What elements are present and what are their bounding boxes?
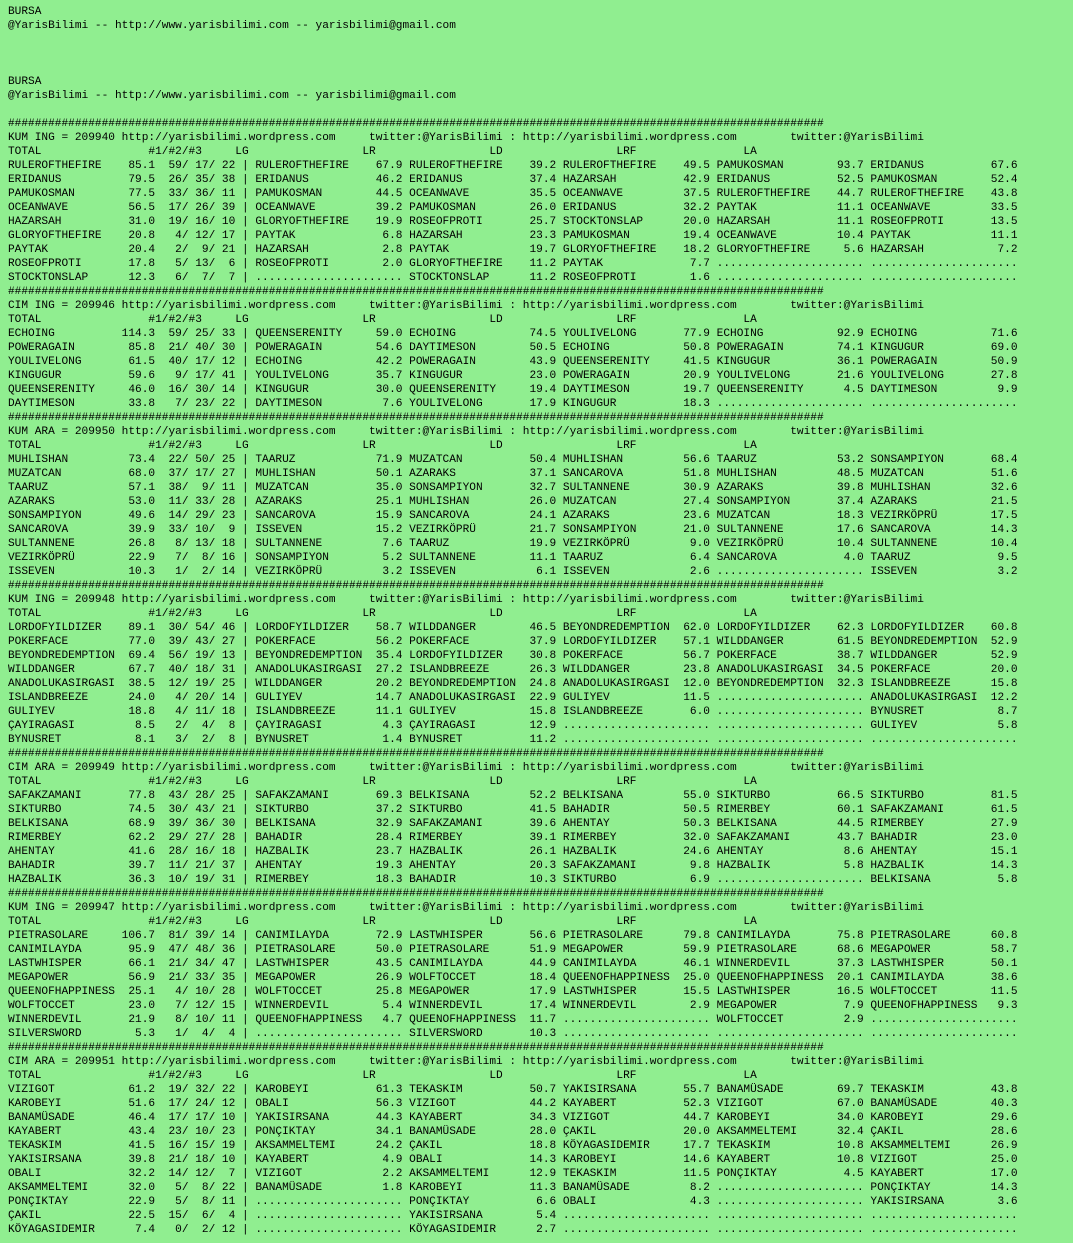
section-divider: ########################################################################################################################## bbox=[8, 580, 824, 592]
table-row: MUZATCAN 68.0 37/ 17/ 27 | MUHLISHAN 50.1 AZARAKS 37.1 SANCAROVA 51.8 MUHLISHAN 48.5 MUZATCAN 51.6 bbox=[8, 468, 1018, 480]
table-row: WOLFTOCCET 23.0 7/ 12/ 15 | WINNERDEVIL 5.4 WINNERDEVIL 17.4 WINNERDEVIL 2.9 MEGAPOWER 7.9 QUEENOFHAPPINESS 9.3 bbox=[8, 1000, 1018, 1012]
race-header: KUM ING = 209947 http://yarisbilimi.wordpress.com twitter:@YarisBilimi : http://yarisbilimi.wordpress.com twitter:@YarisBilimi bbox=[8, 902, 924, 914]
table-row: SULTANNENE 26.8 8/ 13/ 18 | SULTANNENE 7.6 TAARUZ 19.9 VEZIRKÖPRÜ 9.0 VEZIRKÖPRÜ 10.4 SULTANNENE 10.4 bbox=[8, 538, 1018, 550]
table-row: KAYABERT 43.4 23/ 10/ 23 | PONÇIKTAY 34.1 BANAMÜSADE 28.0 ÇAKIL 20.0 AKSAMMELTEMI 32.4 ÇAKIL 28.6 bbox=[8, 1126, 1018, 1138]
table-row: SAFAKZAMANI 77.8 43/ 28/ 25 | SAFAKZAMANI 69.3 BELKISANA 52.2 BELKISANA 55.0 SIKTURBO 66.5 SIKTURBO 81.5 bbox=[8, 790, 1018, 802]
page-header-line: @YarisBilimi -- http://www.yarisbilimi.com -- yarisbilimi@gmail.com bbox=[8, 90, 456, 102]
table-row: OCEANWAVE 56.5 17/ 26/ 39 | OCEANWAVE 39.2 PAMUKOSMAN 26.0 ERIDANUS 32.2 PAYTAK 11.1 OCEANWAVE 33.5 bbox=[8, 202, 1018, 214]
table-row: MUHLISHAN 73.4 22/ 50/ 25 | TAARUZ 71.9 MUZATCAN 50.4 MUHLISHAN 56.6 TAARUZ 53.2 SONSAMPIYON 68.4 bbox=[8, 454, 1018, 466]
table-row: CANIMILAYDA 95.9 47/ 48/ 36 | PIETRASOLARE 50.0 PIETRASOLARE 51.9 MEGAPOWER 59.9 PIETRASOLARE 68.6 MEGAPOWER 58.7 bbox=[8, 944, 1018, 956]
table-row: ISLANDBREEZE 24.0 4/ 20/ 14 | GULIYEV 14.7 ANADOLUKASIRGASI 22.9 GULIYEV 11.5 ...................... ANADOLUKASIRGASI 12.2 bbox=[8, 692, 1018, 704]
table-row: PAMUKOSMAN 77.5 33/ 36/ 11 | PAMUKOSMAN 44.5 OCEANWAVE 35.5 OCEANWAVE 37.5 RULEROFTHEFIRE 44.7 RULEROFTHEFIRE 43.8 bbox=[8, 188, 1018, 200]
table-row: QUEENSERENITY 46.0 16/ 30/ 14 | KINGUGUR 30.0 QUEENSERENITY 19.4 DAYTIMESON 19.7 QUEENSERENITY 4.5 DAYTIMESON 9.9 bbox=[8, 384, 1018, 396]
table-row: AKSAMMELTEMI 32.0 5/ 8/ 22 | BANAMÜSADE 1.8 KAROBEYI 11.3 BANAMÜSADE 8.2 ...................... PONÇIKTAY 14.3 bbox=[8, 1182, 1018, 1194]
table-row: YOULIVELONG 61.5 40/ 17/ 12 | ECHOING 42.2 POWERAGAIN 43.9 QUEENSERENITY 41.5 KINGUGUR 36.1 POWERAGAIN 50.9 bbox=[8, 356, 1018, 368]
table-row: ÇAYIRAGASI 8.5 2/ 4/ 8 | ÇAYIRAGASI 4.3 ÇAYIRAGASI 12.9 ...................... ...................... GULIYEV 5.8 bbox=[8, 720, 1018, 732]
table-row: ROSEOFPROTI 17.8 5/ 13/ 6 | ROSEOFPROTI 2.0 GLORYOFTHEFIRE 11.2 PAYTAK 7.7 ...................... ...................... bbox=[8, 258, 1018, 270]
table-header-row: TOTAL #1/#2/#3 LG LR LD LRF LA bbox=[8, 1070, 757, 1082]
table-row: SANCAROVA 39.9 33/ 10/ 9 | ISSEVEN 15.2 VEZIRKÖPRÜ 21.7 SONSAMPIYON 21.0 SULTANNENE 17.6 SANCAROVA 14.3 bbox=[8, 524, 1018, 536]
table-row: LASTWHISPER 66.1 21/ 34/ 47 | LASTWHISPER 43.5 CANIMILAYDA 44.9 CANIMILAYDA 46.1 WINNERDEVIL 37.3 LASTWHISPER 50.1 bbox=[8, 958, 1018, 970]
table-row: PONÇIKTAY 22.9 5/ 8/ 11 | ...................... PONÇIKTAY 6.6 OBALI 4.3 ...................... YAKISIRSANA 3.6 bbox=[8, 1196, 1018, 1208]
table-header-row: TOTAL #1/#2/#3 LG LR LD LRF LA bbox=[8, 608, 757, 620]
race-header: CIM ARA = 209949 http://yarisbilimi.wordpress.com twitter:@YarisBilimi : http://yarisbilimi.wordpress.com twitter:@YarisBilimi bbox=[8, 762, 924, 774]
table-row: VEZIRKÖPRÜ 22.9 7/ 8/ 16 | SONSAMPIYON 5.2 SULTANNENE 11.1 TAARUZ 6.4 SANCAROVA 4.0 TAARUZ 9.5 bbox=[8, 552, 1018, 564]
table-row: DAYTIMESON 33.8 7/ 23/ 22 | DAYTIMESON 7.6 YOULIVELONG 17.9 KINGUGUR 18.3 ...................... ...................... bbox=[8, 398, 1018, 410]
table-row: STOCKTONSLAP 12.3 6/ 7/ 7 | ...................... STOCKTONSLAP 11.2 ROSEOFPROTI 1.6 ...................... ...................... bbox=[8, 272, 1018, 284]
table-row: POWERAGAIN 85.8 21/ 40/ 30 | POWERAGAIN 54.6 DAYTIMESON 50.5 ECHOING 50.8 POWERAGAIN 74.1 KINGUGUR 69.0 bbox=[8, 342, 1018, 354]
section-divider: ########################################################################################################################## bbox=[8, 888, 824, 900]
table-row: BEYONDREDEMPTION 69.4 56/ 19/ 13 | BEYONDREDEMPTION 35.4 LORDOFYILDIZER 30.8 POKERFACE 56.7 POKERFACE 38.7 WILDDANGER 52.9 bbox=[8, 650, 1018, 662]
table-row: PAYTAK 20.4 2/ 9/ 21 | HAZARSAH 2.8 PAYTAK 19.7 GLORYOFTHEFIRE 18.2 GLORYOFTHEFIRE 5.6 HAZARSAH 7.2 bbox=[8, 244, 1018, 256]
table-row: RULEROFTHEFIRE 85.1 59/ 17/ 22 | RULEROFTHEFIRE 67.9 RULEROFTHEFIRE 39.2 RULEROFTHEFIRE 49.5 PAMUKOSMAN 93.7 ERIDANUS 67.6 bbox=[8, 160, 1018, 172]
page-header-line: BURSA bbox=[8, 6, 42, 18]
table-row: BELKISANA 68.9 39/ 36/ 30 | BELKISANA 32.9 SAFAKZAMANI 39.6 AHENTAY 50.3 BELKISANA 44.5 RIMERBEY 27.9 bbox=[8, 818, 1018, 830]
blank-line bbox=[8, 47, 1073, 61]
race-header: KUM ING = 209948 http://yarisbilimi.wordpress.com twitter:@YarisBilimi : http://yarisbilimi.wordpress.com twitter:@YarisBilimi bbox=[8, 594, 924, 606]
race-header: CIM ING = 209946 http://yarisbilimi.wordpress.com twitter:@YarisBilimi : http://yarisbilimi.wordpress.com twitter:@YarisBilimi bbox=[8, 300, 924, 312]
section-divider: ########################################################################################################################## bbox=[8, 286, 824, 298]
table-row: KÖYAGASIDEMIR 7.4 0/ 2/ 12 | ...................... KÖYAGASIDEMIR 2.7 ...................... ...................... ...................... bbox=[8, 1224, 1018, 1236]
table-row: BYNUSRET 8.1 3/ 2/ 8 | BYNUSRET 1.4 BYNUSRET 11.2 ...................... ...................... ...................... bbox=[8, 734, 1018, 746]
blank-line bbox=[8, 61, 1073, 75]
race-header: KUM ING = 209940 http://yarisbilimi.wordpress.com twitter:@YarisBilimi : http://yarisbilimi.wordpress.com twitter:@YarisBilimi bbox=[8, 132, 924, 144]
blank-line bbox=[8, 33, 1073, 47]
section-divider: ########################################################################################################################## bbox=[8, 1042, 824, 1054]
table-row: YAKISIRSANA 39.8 21/ 18/ 10 | KAYABERT 4.9 OBALI 14.3 KAROBEYI 14.6 KAYABERT 10.8 VIZIGOT 25.0 bbox=[8, 1154, 1018, 1166]
table-row: WILDDANGER 67.7 40/ 18/ 31 | ANADOLUKASIRGASI 27.2 ISLANDBREEZE 26.3 WILDDANGER 23.8 ANADOLUKASIRGASI 34.5 POKERFACE 20.0 bbox=[8, 664, 1018, 676]
race-header: KUM ARA = 209950 http://yarisbilimi.wordpress.com twitter:@YarisBilimi : http://yarisbilimi.wordpress.com twitter:@YarisBilimi bbox=[8, 426, 924, 438]
table-row: OBALI 32.2 14/ 12/ 7 | VIZIGOT 2.2 AKSAMMELTEMI 12.9 TEKASKIM 11.5 PONÇIKTAY 4.5 KAYABERT 17.0 bbox=[8, 1168, 1018, 1180]
table-row: HAZARSAH 31.0 19/ 16/ 10 | GLORYOFTHEFIRE 19.9 ROSEOFPROTI 25.7 STOCKTONSLAP 20.0 HAZARSAH 11.1 ROSEOFPROTI 13.5 bbox=[8, 216, 1018, 228]
table-row: AZARAKS 53.0 11/ 33/ 28 | AZARAKS 25.1 MUHLISHAN 26.0 MUZATCAN 27.4 SONSAMPIYON 37.4 AZARAKS 21.5 bbox=[8, 496, 1018, 508]
section-divider: ########################################################################################################################## bbox=[8, 748, 824, 760]
table-row: AHENTAY 41.6 28/ 16/ 18 | HAZBALIK 23.7 HAZBALIK 26.1 HAZBALIK 24.6 AHENTAY 8.6 AHENTAY 15.1 bbox=[8, 846, 1018, 858]
table-row: SIKTURBO 74.5 30/ 43/ 21 | SIKTURBO 37.2 SIKTURBO 41.5 BAHADIR 50.5 RIMERBEY 60.1 SAFAKZAMANI 61.5 bbox=[8, 804, 1018, 816]
table-row: ÇAKIL 22.5 15/ 6/ 4 | ...................... YAKISIRSANA 5.4 ...................... ...................... ...................... bbox=[8, 1210, 1018, 1222]
table-row: QUEENOFHAPPINESS 25.1 4/ 10/ 28 | WOLFTOCCET 25.8 MEGAPOWER 17.9 LASTWHISPER 15.5 LASTWHISPER 16.5 WOLFTOCCET 11.5 bbox=[8, 986, 1018, 998]
race-header: CIM ARA = 209951 http://yarisbilimi.wordpress.com twitter:@YarisBilimi : http://yarisbilimi.wordpress.com twitter:@YarisBilimi bbox=[8, 1056, 924, 1068]
table-row: ISSEVEN 10.3 1/ 2/ 14 | VEZIRKÖPRÜ 3.2 ISSEVEN 6.1 ISSEVEN 2.6 ...................... ISSEVEN 3.2 bbox=[8, 566, 1018, 578]
page-header-line: BURSA bbox=[8, 76, 42, 88]
section-divider: ########################################################################################################################## bbox=[8, 118, 824, 130]
table-row: TEKASKIM 41.5 16/ 15/ 19 | AKSAMMELTEMI 24.2 ÇAKIL 18.8 KÖYAGASIDEMIR 17.7 TEKASKIM 10.8 AKSAMMELTEMI 26.9 bbox=[8, 1140, 1018, 1152]
table-row: BAHADIR 39.7 11/ 21/ 37 | AHENTAY 19.3 AHENTAY 20.3 SAFAKZAMANI 9.8 HAZBALIK 5.8 HAZBALIK 14.3 bbox=[8, 860, 1018, 872]
table-header-row: TOTAL #1/#2/#3 LG LR LD LRF LA bbox=[8, 314, 757, 326]
table-row: KINGUGUR 59.6 9/ 17/ 41 | YOULIVELONG 35.7 KINGUGUR 23.0 POWERAGAIN 20.9 YOULIVELONG 21.6 YOULIVELONG 27.8 bbox=[8, 370, 1018, 382]
table-row: TAARUZ 57.1 38/ 9/ 11 | MUZATCAN 35.0 SONSAMPIYON 32.7 SULTANNENE 30.9 AZARAKS 39.8 MUHLISHAN 32.6 bbox=[8, 482, 1018, 494]
table-row: GULIYEV 18.8 4/ 11/ 18 | ISLANDBREEZE 11.1 GULIYEV 15.8 ISLANDBREEZE 6.0 ...................... BYNUSRET 8.7 bbox=[8, 706, 1018, 718]
table-row: ANADOLUKASIRGASI 38.5 12/ 19/ 25 | WILDDANGER 20.2 BEYONDREDEMPTION 24.8 ANADOLUKASIRGASI 12.0 BEYONDREDEMPTION 32.3 ISLANDBREEZE 15.8 bbox=[8, 678, 1018, 690]
table-row: ECHOING 114.3 59/ 25/ 33 | QUEENSERENITY 59.0 ECHOING 74.5 YOULIVELONG 77.9 ECHOING 92.9 ECHOING 71.6 bbox=[8, 328, 1018, 340]
table-header-row: TOTAL #1/#2/#3 LG LR LD LRF LA bbox=[8, 776, 757, 788]
section-divider: ########################################################################################################################## bbox=[8, 412, 824, 424]
table-row: SONSAMPIYON 49.6 14/ 29/ 23 | SANCAROVA 15.9 SANCAROVA 24.1 AZARAKS 23.6 MUZATCAN 18.3 VEZIRKÖPRÜ 17.5 bbox=[8, 510, 1018, 522]
table-row: SILVERSWORD 5.3 1/ 4/ 4 | ...................... SILVERSWORD 10.3 ...................... ...................... ...................... bbox=[8, 1028, 1018, 1040]
table-row: BANAMÜSADE 46.4 17/ 17/ 10 | YAKISIRSANA 44.3 KAYABERT 34.3 VIZIGOT 44.7 KAROBEYI 34.0 KAROBEYI 29.6 bbox=[8, 1112, 1018, 1124]
blank-line bbox=[8, 103, 1073, 117]
table-row: VIZIGOT 61.2 19/ 32/ 22 | KAROBEYI 61.3 TEKASKIM 50.7 YAKISIRSANA 55.7 BANAMÜSADE 69.7 TEKASKIM 43.8 bbox=[8, 1084, 1018, 1096]
table-row: PIETRASOLARE 106.7 81/ 39/ 14 | CANIMILAYDA 72.9 LASTWHISPER 56.6 PIETRASOLARE 79.8 CANIMILAYDA 75.8 PIETRASOLARE 60.8 bbox=[8, 930, 1018, 942]
table-row: MEGAPOWER 56.9 21/ 33/ 35 | MEGAPOWER 26.9 WOLFTOCCET 18.4 QUEENOFHAPPINESS 25.0 QUEENOFHAPPINESS 20.1 CANIMILAYDA 38.6 bbox=[8, 972, 1018, 984]
page-header-line: @YarisBilimi -- http://www.yarisbilimi.com -- yarisbilimi@gmail.com bbox=[8, 20, 456, 32]
table-header-row: TOTAL #1/#2/#3 LG LR LD LRF LA bbox=[8, 146, 757, 158]
table-row: GLORYOFTHEFIRE 20.8 4/ 12/ 17 | PAYTAK 6.8 HAZARSAH 23.3 PAMUKOSMAN 19.4 OCEANWAVE 10.4 PAYTAK 11.1 bbox=[8, 230, 1018, 242]
table-header-row: TOTAL #1/#2/#3 LG LR LD LRF LA bbox=[8, 916, 757, 928]
table-row: KAROBEYI 51.6 17/ 24/ 12 | OBALI 56.3 VIZIGOT 44.2 KAYABERT 52.3 VIZIGOT 67.0 BANAMÜSADE 40.3 bbox=[8, 1098, 1018, 1110]
table-row: POKERFACE 77.0 39/ 43/ 27 | POKERFACE 56.2 POKERFACE 37.9 LORDOFYILDIZER 57.1 WILDDANGER 61.5 BEYONDREDEMPTION 52.9 bbox=[8, 636, 1018, 648]
table-row: WINNERDEVIL 21.9 8/ 10/ 11 | QUEENOFHAPPINESS 4.7 QUEENOFHAPPINESS 11.7 ...................... WOLFTOCCET 2.9 ...................... bbox=[8, 1014, 1018, 1026]
table-row: RIMERBEY 62.2 29/ 27/ 28 | BAHADIR 28.4 RIMERBEY 39.1 RIMERBEY 32.0 SAFAKZAMANI 43.7 BAHADIR 23.0 bbox=[8, 832, 1018, 844]
table-row: ERIDANUS 79.5 26/ 35/ 38 | ERIDANUS 46.2 ERIDANUS 37.4 HAZARSAH 42.9 ERIDANUS 52.5 PAMUKOSMAN 52.4 bbox=[8, 174, 1018, 186]
table-row: HAZBALIK 36.3 10/ 19/ 31 | RIMERBEY 18.3 BAHADIR 10.3 SIKTURBO 6.9 ...................... BELKISANA 5.8 bbox=[8, 874, 1018, 886]
table-row: LORDOFYILDIZER 89.1 30/ 54/ 46 | LORDOFYILDIZER 58.7 WILDDANGER 46.5 BEYONDREDEMPTION 62.0 LORDOFYILDIZER 62.3 LORDOFYILDIZER 60.8 bbox=[8, 622, 1018, 634]
table-header-row: TOTAL #1/#2/#3 LG LR LD LRF LA bbox=[8, 440, 757, 452]
